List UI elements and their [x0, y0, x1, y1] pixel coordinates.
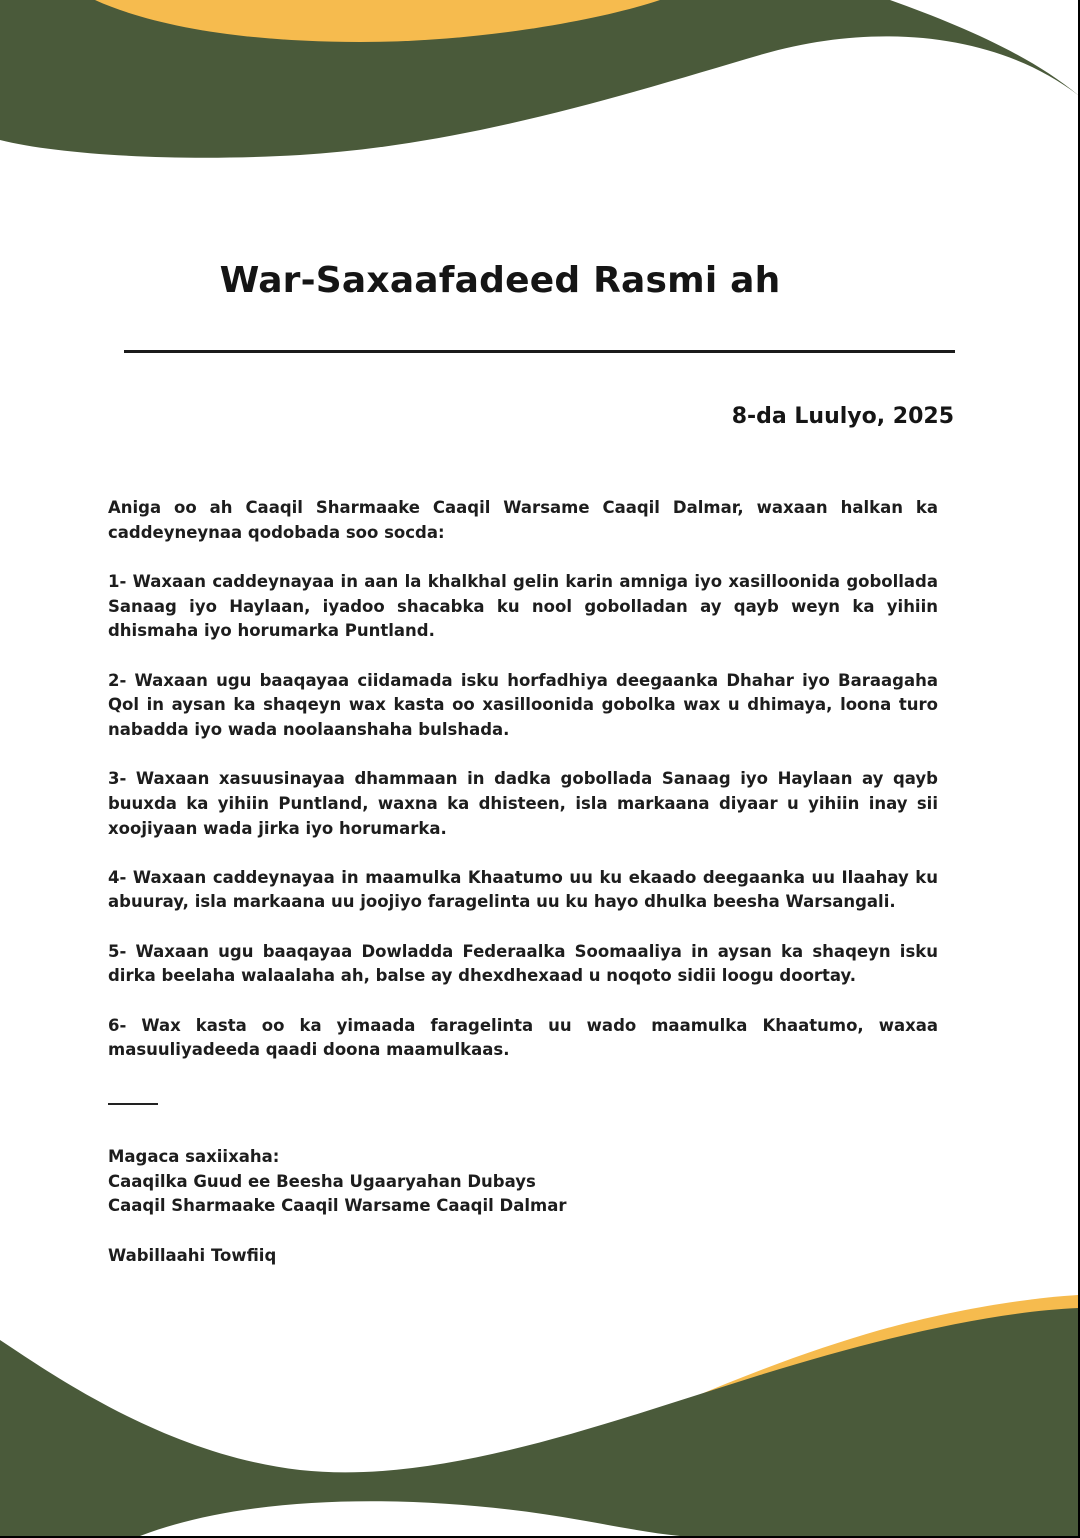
bottom-green-wave [0, 1308, 1078, 1536]
bottom-wave-decoration [0, 1290, 1078, 1536]
intro-paragraph: Aniga oo ah Caaqil Sharmaake Caaqil Warsame Caaqil Dalmar, waxaan halkan ka caddeyneynaa qodobada soo socda: [108, 498, 938, 542]
point-3: 3- Waxaan xasuusinayaa dhammaan in dadka gobollada Sanaag iyo Haylaan ay qayb buuxda ka yihiin Puntland, waxna ka dhisteen, isla markaana diyaar u yihiin inay sii xoojiyaan wada jirka iyo horumarka. [108, 769, 938, 838]
signatory-name: Caaqil Sharmaake Caaqil Warsame Caaqil Dalmar [108, 1196, 567, 1216]
document-date: 8-da Luulyo, 2025 [731, 404, 954, 429]
signature-label: Magaca saxiixaha: [108, 1146, 280, 1166]
point-1: 1- Waxaan caddeynayaa in aan la khalkhal gelin karin amniga iyo xasilloonida gobollada Sanaag iyo Haylaan, iyadoo shacabka ku nool gobolladan ay qayb weyn ka yihiin dhismaha iyo horumarka Puntland. [108, 571, 938, 641]
signatory-role: Caaqilka Guud ee Beesha Ugaaryahan Dubays [108, 1171, 536, 1191]
point-5: 5- Waxaan ugu baaqayaa Dowladda Federaalka Soomaaliya in aysan ka shaqeyn isku dirka beelaha walaalaha ah, balse ay dhexdhexaad u noqoto sidii loogu doortay. [108, 941, 938, 986]
point-6: 6- Wax kasta oo ka yimaada faragelinta uu wado maamulka Khaatumo, waxaa masuuliyadeeda qaadi doona maamulkaas. [108, 1015, 938, 1060]
top-wave-decoration [0, 0, 1078, 170]
point-2: 2- Waxaan ugu baaqayaa ciidamada isku horfadhiya deegaanka Dhahar iyo Baraagaha Qol in aysan ka shaqeyn wax kasta oo xasilloonida gobolka wax u dhimaya, loona turo nabadda iyo wada noolaanshaha bulshada. [108, 670, 938, 739]
signature-divider [108, 1103, 158, 1105]
point-4: 4- Waxaan caddeynayaa in maamulka Khaatumo uu ku ekaado deegaanka uu Ilaahay ku abuuray, isla markaana uu joojiyo faragelinta uu ku hayo dhulka beesha Warsangali. [108, 867, 938, 912]
document-body [108, 496, 938, 1268]
page-title: War-Saxaafadeed Rasmi ah [219, 260, 781, 302]
title-divider [124, 350, 955, 353]
closing-phrase: Wabillaahi Towfiiq [108, 1245, 277, 1265]
